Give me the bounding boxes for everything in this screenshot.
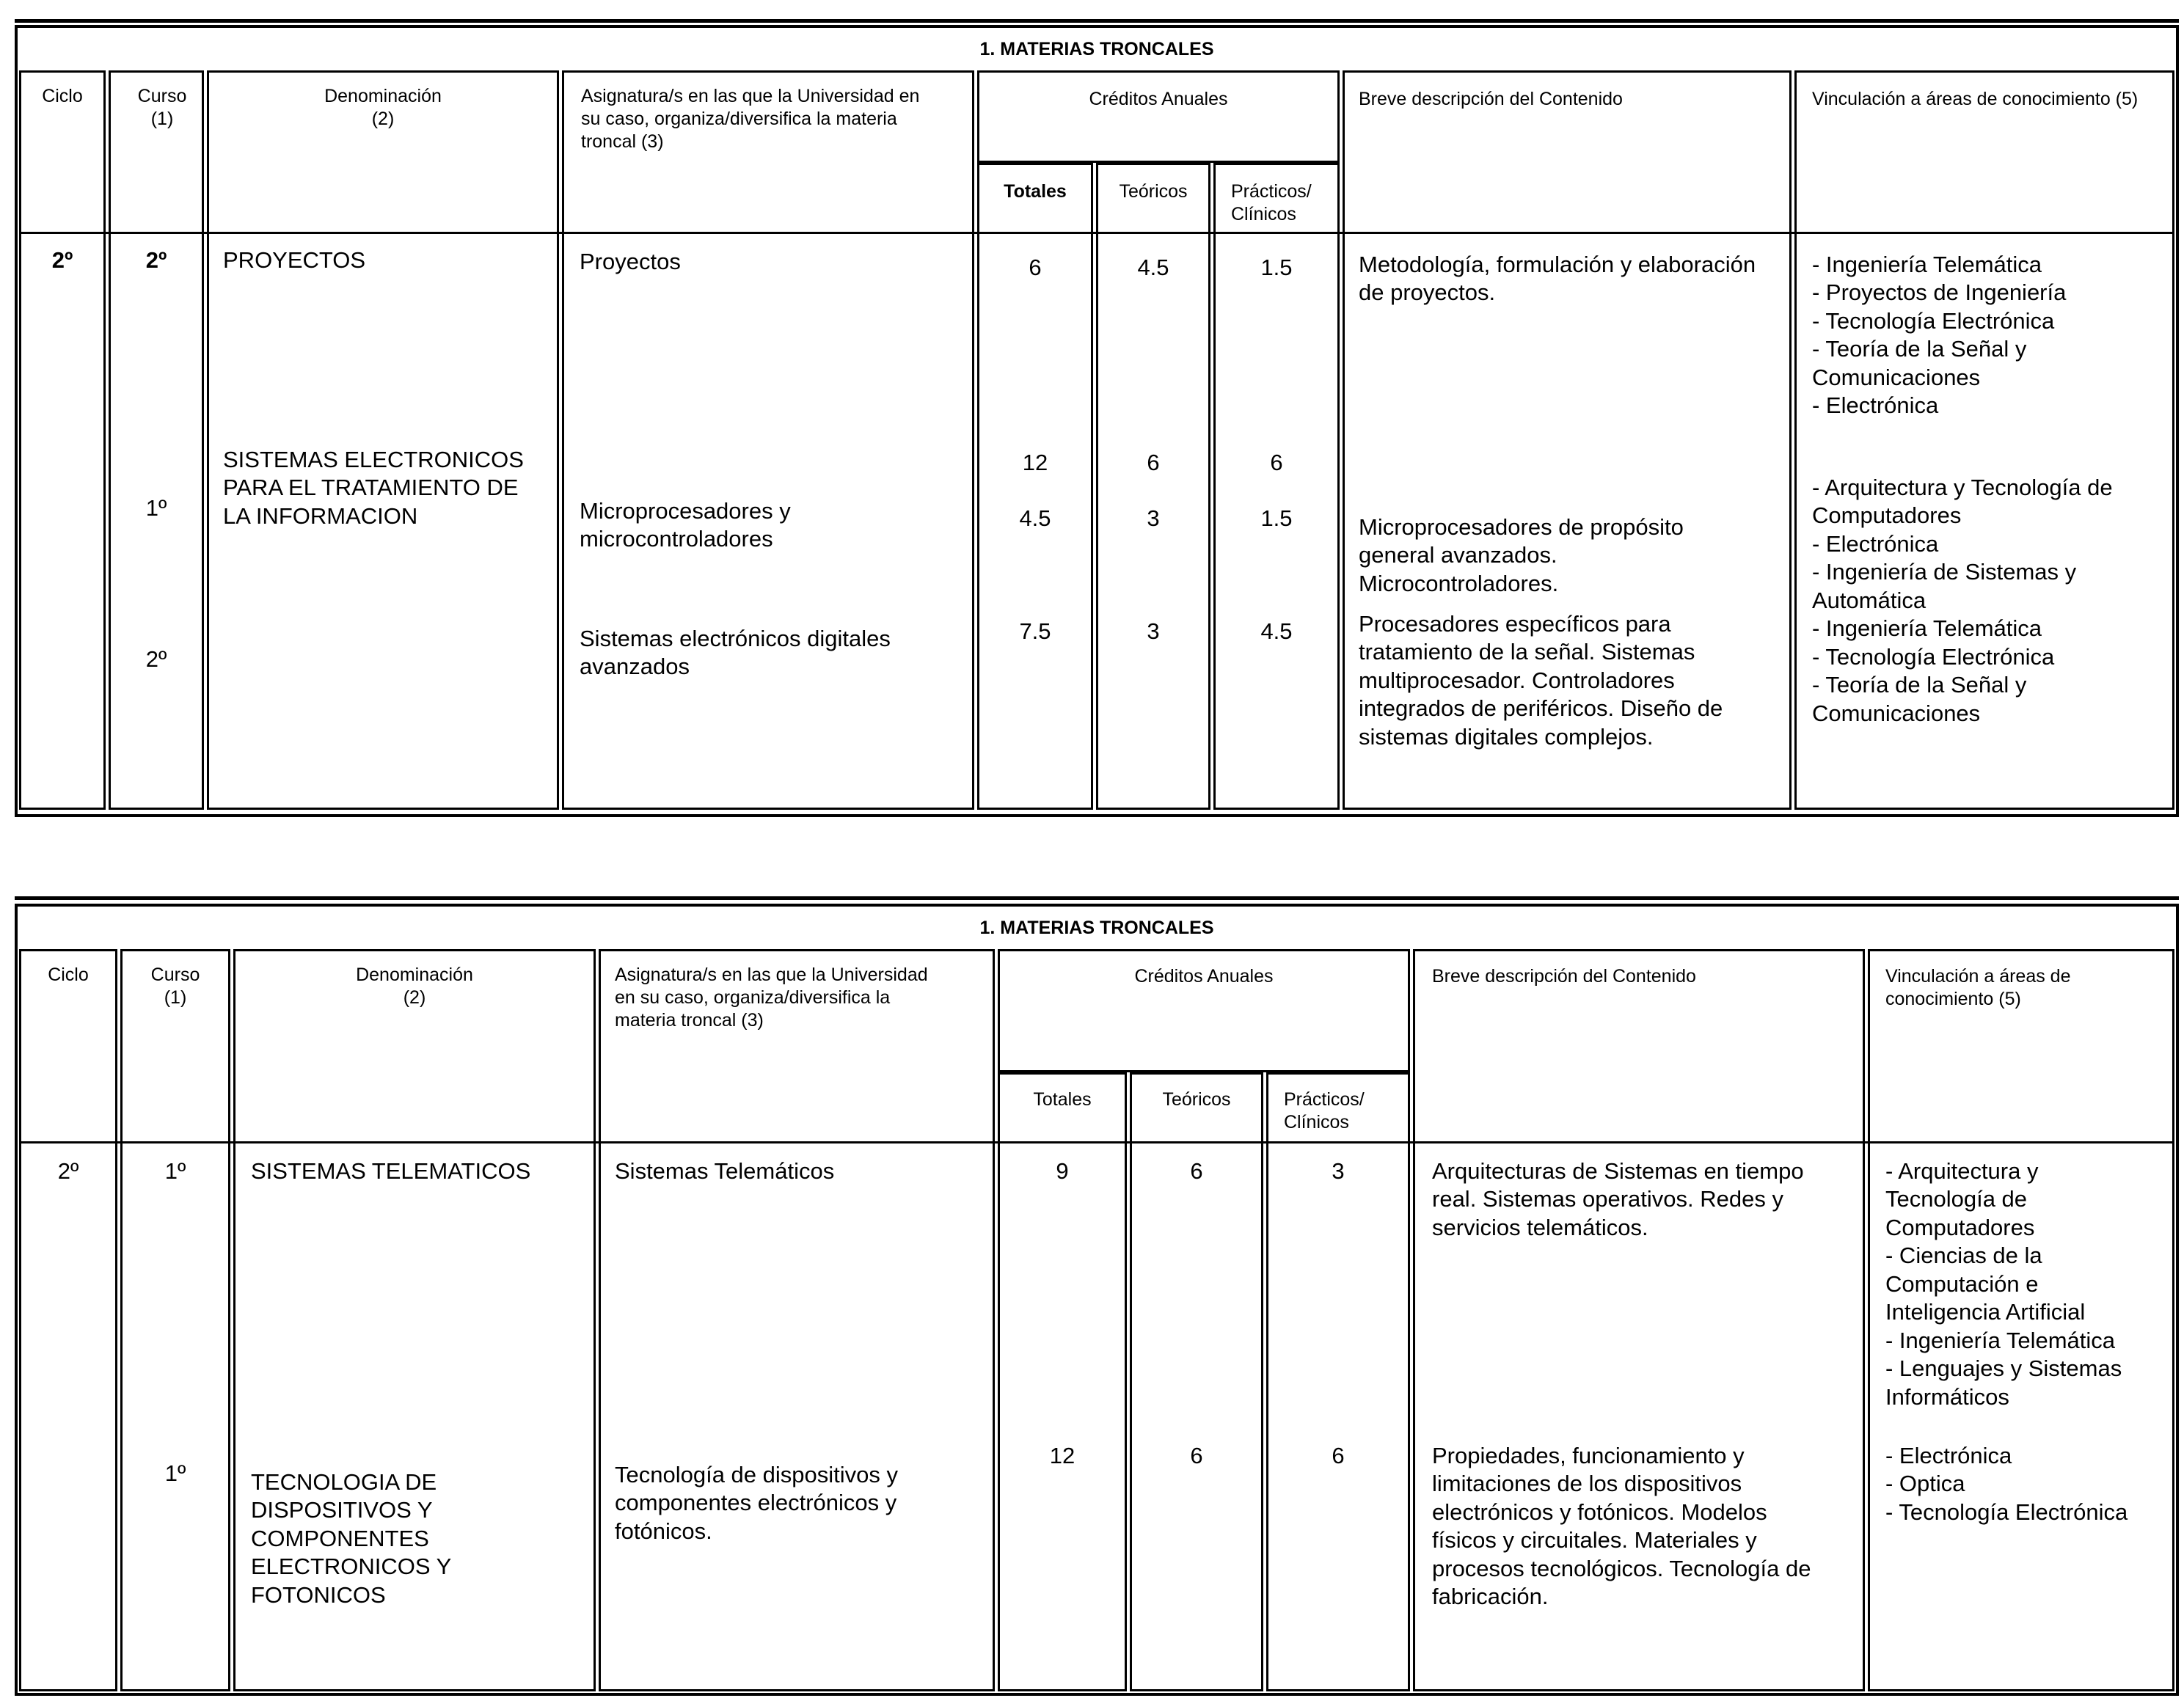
- asignatura-cell: Proyectos: [580, 249, 681, 274]
- table-2-col-curso: [120, 949, 230, 1691]
- totales-value: 6: [1029, 255, 1042, 280]
- practicos-value: 6: [1270, 450, 1283, 475]
- header-asignaturas: Asignatura/s en las que la Universidad en su caso, organiza/diversifica la materia troncal (3): [581, 86, 920, 152]
- table-2-col-asignaturas: [599, 949, 995, 1691]
- asignatura-cell: Microprocesadores y microcontroladores: [580, 498, 791, 552]
- practicos-value: 1.5: [1260, 505, 1293, 531]
- descripcion-cell: Microprocesadores de propósito general avanzados. Microcontroladores.: [1359, 514, 1684, 596]
- asignatura-cell: Sistemas Telemáticos: [615, 1158, 835, 1184]
- table-1-top-rule: [15, 19, 2179, 23]
- teoricos-value: 3: [1147, 505, 1160, 531]
- table-2-col-ciclo: [19, 949, 117, 1691]
- teoricos-value: 4.5: [1137, 255, 1169, 280]
- teoricos-value: 6: [1190, 1158, 1203, 1184]
- denominacion-cell: SISTEMAS TELEMATICOS: [251, 1158, 531, 1184]
- table-1-col-ciclo: [19, 70, 106, 810]
- teoricos-value: 6: [1190, 1443, 1203, 1468]
- practicos-value: 1.5: [1260, 255, 1293, 280]
- curso-value: 2º: [145, 247, 167, 273]
- table-1-header-rule: [19, 232, 2174, 234]
- vinculacion-cell: - Arquitectura y Tecnología de Computadores - Ciencias de la Computación e Inteligencia Artificial - Ingeniería Telemática - Lenguajes y Sistemas Informáticos: [1885, 1158, 2122, 1410]
- header-curso: Curso (1): [137, 86, 187, 129]
- curso-value: 1º: [164, 1158, 186, 1184]
- totales-value: 4.5: [1019, 505, 1051, 531]
- header-totales: Totales: [1033, 1089, 1092, 1110]
- teoricos-value: 3: [1147, 618, 1160, 644]
- table-2-header-rule: [19, 1141, 2174, 1143]
- totales-value: 12: [1022, 450, 1048, 475]
- teoricos-value: 6: [1147, 450, 1160, 475]
- header-creditos: Créditos Anuales: [1089, 89, 1228, 109]
- header-descripcion: Breve descripción del Contenido: [1359, 89, 1623, 109]
- header-descripcion: Breve descripción del Contenido: [1432, 966, 1696, 987]
- vinculacion-cell: - Arquitectura y Tecnología de Computadores - Electrónica - Ingeniería de Sistemas y Automática - Ingeniería Telemática - Tecnología Electrónica - Teoría de la Señal y Comunicaciones: [1812, 475, 2113, 726]
- totales-value: 12: [1049, 1443, 1075, 1468]
- curso-value: 2º: [145, 646, 167, 672]
- ciclo-value: 2º: [57, 1158, 79, 1184]
- denominacion-cell: PROYECTOS: [223, 247, 366, 273]
- table-1-col-asignaturas: [562, 70, 974, 810]
- descripcion-cell: Arquitecturas de Sistemas en tiempo real. Sistemas operativos. Redes y servicios telemáticos.: [1432, 1158, 1804, 1240]
- header-ciclo: Ciclo: [42, 86, 83, 106]
- table-1-col-denominacion: [207, 70, 559, 810]
- vinculacion-cell: - Electrónica - Optica - Tecnología Electrónica: [1885, 1443, 2128, 1525]
- table-1-col-creditos: [977, 70, 1340, 163]
- header-vinculacion: Vinculación a áreas de conocimiento (5): [1812, 89, 2139, 109]
- practicos-value: 4.5: [1260, 618, 1293, 644]
- header-practicos: Prácticos/ Clínicos: [1284, 1089, 1365, 1132]
- header-teoricos: Teóricos: [1119, 181, 1188, 202]
- denominacion-cell: SISTEMAS ELECTRONICOS PARA EL TRATAMIENTO DE LA INFORMACION: [223, 447, 524, 529]
- header-ciclo: Ciclo: [48, 965, 89, 985]
- header-denominacion: Denominación (2): [356, 965, 473, 1008]
- curso-value: 1º: [164, 1460, 186, 1486]
- totales-value: 7.5: [1019, 618, 1051, 644]
- table-2-title: 1. MATERIAS TRONCALES: [979, 918, 1214, 938]
- header-totales: Totales: [1004, 181, 1067, 202]
- descripcion-cell: Propiedades, funcionamiento y limitaciones de los dispositivos electrónicos y fotónicos. Modelos físicos y circuitales. Materiales y procesos tecnológicos. Tecnología de fabricación.: [1432, 1443, 1811, 1610]
- practicos-value: 3: [1332, 1158, 1345, 1184]
- table-1-title: 1. MATERIAS TRONCALES: [979, 39, 1214, 59]
- header-vinculacion: Vinculación a áreas de conocimiento (5): [1885, 966, 2071, 1009]
- vinculacion-cell: - Ingeniería Telemática - Proyectos de Ingeniería - Tecnología Electrónica - Teoría de la Señal y Comunicaciones - Electrónica: [1812, 252, 2067, 419]
- header-asignaturas: Asignatura/s en las que la Universidad en su caso, organiza/diversifica la materia troncal (3): [615, 965, 928, 1031]
- header-teoricos: Teóricos: [1162, 1089, 1231, 1110]
- ciclo-value: 2º: [51, 247, 73, 273]
- table-2-top-rule: [15, 896, 2179, 900]
- denominacion-cell: TECNOLOGIA DE DISPOSITIVOS Y COMPONENTES ELECTRONICOS Y FOTONICOS: [251, 1469, 452, 1608]
- descripcion-cell: Procesadores específicos para tratamiento de la señal. Sistemas multiprocesador. Controladores integrados de periféricos. Diseño de sistemas digitales complejos.: [1359, 611, 1723, 750]
- asignatura-cell: Sistemas electrónicos digitales avanzados: [580, 626, 891, 680]
- header-denominacion: Denominación (2): [324, 86, 442, 129]
- practicos-value: 6: [1332, 1443, 1345, 1468]
- asignatura-cell: Tecnología de dispositivos y componentes electrónicos y fotónicos.: [615, 1462, 899, 1544]
- header-creditos: Créditos Anuales: [1134, 966, 1274, 987]
- totales-value: 9: [1056, 1158, 1069, 1184]
- header-curso: Curso (1): [150, 965, 200, 1008]
- curso-value: 1º: [145, 495, 167, 521]
- table-1-col-curso: [109, 70, 204, 810]
- descripcion-cell: Metodología, formulación y elaboración de proyectos.: [1359, 252, 1756, 306]
- header-practicos: Prácticos/ Clínicos: [1231, 181, 1312, 224]
